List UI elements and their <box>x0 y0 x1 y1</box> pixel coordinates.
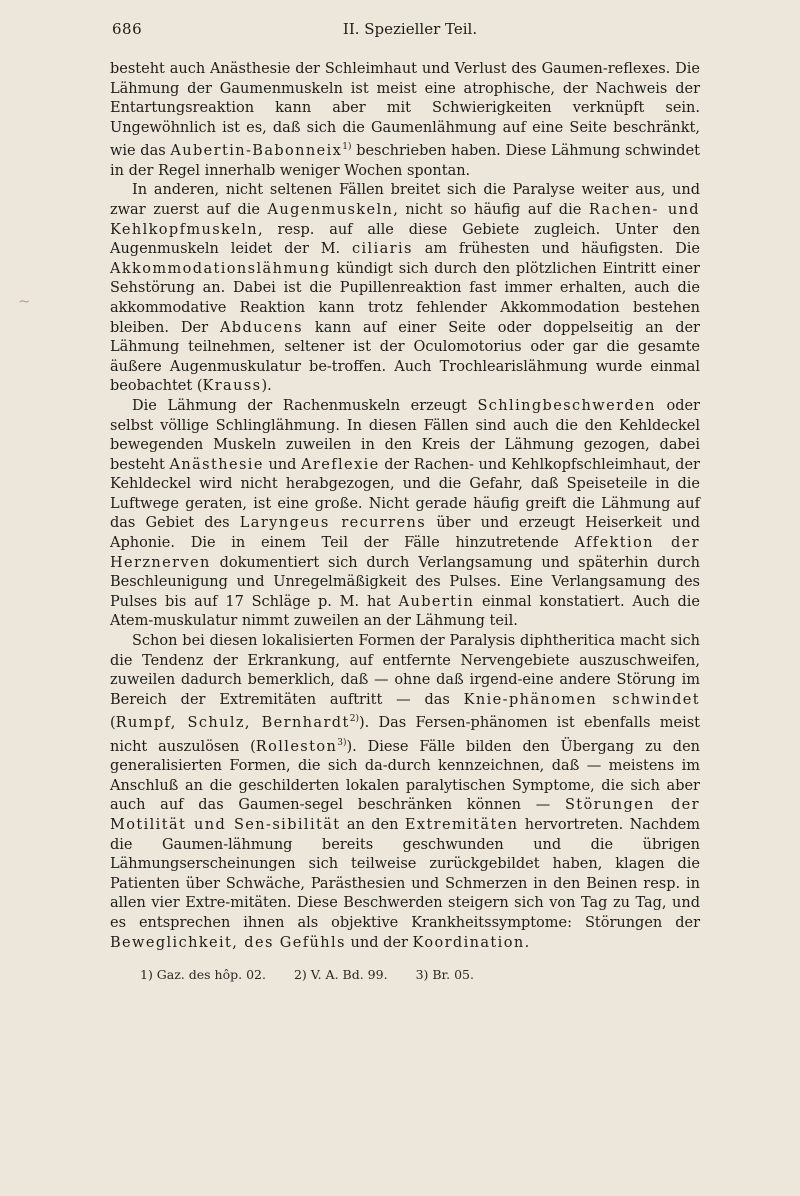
text-run: an den <box>340 817 405 834</box>
spaced-term: Rolleston <box>255 738 338 755</box>
spaced-term: Areflexie <box>301 456 380 473</box>
text-run: und der <box>345 934 413 951</box>
text-run: ). Diese Fälle bilden den Übergang zu den generalisierten Formen, die sich da-durch kennzeichnen, daß — meistens im Anschluß an die geschilderten lokalen paralytischen Symptome, die sich aber auch auf das Gaumen-segel beschränken können — <box>110 738 700 814</box>
paragraph <box>110 181 700 397</box>
text-run: beschrieben haben. Diese Lähmung schwindet in der Regel innerhalb weniger Wochen spontan. <box>110 143 700 179</box>
spaced-term: Anästhesie <box>169 456 264 473</box>
paragraph <box>110 397 700 632</box>
text-run: ). Das Fersen-phänomen ist ebenfalls meist nicht auszulösen ( <box>110 715 701 755</box>
spaced-term: Schlingbeschwerden <box>477 397 656 414</box>
text-run: . <box>524 934 530 951</box>
spaced-term: Rumpf, Schulz, Bernhardt <box>115 715 350 732</box>
page-number: 686 <box>112 20 143 38</box>
spaced-term: Laryngeus recurrens <box>239 515 427 532</box>
spaced-term: Koordination <box>412 934 525 951</box>
text-run: hervortreten. Nachdem die Gaumen-lähmung bereits geschwunden und die übrigen Lähmungserscheinungen sich teilweise zurückgebildet haben, klagen die Patienten über Schwäche, Parästhesien und Schmerzen in den Beinen resp. in allen vier Extre-mitäten. Diese Beschwerden steigern sich von Tag zu Tag, und es entsprechen ihnen als objektive Krankheitssymptome: Störungen der <box>110 817 701 932</box>
text-run: oder selbst völlige Schlinglähmung. In diesen Fällen sind auch die den Kehldeckel bewegenden Muskeln zuweilen in den Kreis der Lähmung gezogen, dabei besteht <box>110 397 700 473</box>
text-run: besteht auch Anästhesie der Schleimhaut und Verlust des Gaumen-reflexes. Die Lähmung der Gaumenmuskeln ist meist eine atrophische, der Nachweis der Entartungsreaktion kann aber mit Schwierigkeiten verknüpft sein. Ungewöhnlich ist es, daß sich die Gaumenlähmung auf eine Seite beschränkt, wie das <box>110 61 700 160</box>
page-header <box>100 18 720 48</box>
margin-pencil-note: ⁠~ <box>18 292 31 310</box>
text-run: Die Lähmung der Rachenmuskeln erzeugt <box>132 397 478 414</box>
spaced-term: Rachen- und Kehlkopfmuskeln <box>110 201 700 238</box>
spaced-term: Krauss <box>202 378 262 395</box>
spaced-term: Störungen der Motilität und Sen-sibilität <box>110 797 700 834</box>
text-run: dokumentiert sich durch Verlangsamung und späterhin durch Beschleunigung und Unregelmäßigkeit des Pulses. Eine Verlangsamung des Pulses bis auf 17 Schläge p. M. hat <box>110 554 700 610</box>
footnote: 3) Br. 05. <box>415 967 474 983</box>
text-run: ). <box>261 378 272 395</box>
text-run: einmal konstatiert. Auch die Atem-muskulatur nimmt zuweilen an der Lähmung teil. <box>110 593 700 630</box>
spaced-term: Abducens <box>219 319 303 336</box>
footnotes <box>140 967 700 982</box>
spaced-term: Knie-phänomen schwindet <box>463 691 700 708</box>
text-run: über und erzeugt Heiserkeit und Aphonie. Die in einem Teil der Fälle hinzutretende <box>110 515 700 552</box>
spaced-term: Affektion der Herznerven <box>110 535 700 571</box>
text-run: In anderen, nicht seltenen Fällen breitet sich die Paralyse weiter aus, und zwar zuerst auf die <box>110 182 700 218</box>
text-run: Schon bei diesen lokalisierten Formen der Paralysis diphtheritica macht sich die Tendenz der Erkrankung, auf entfernte Nervengebiete auszuschweifen, zuweilen dadurch bemerklich, daß — ohne daß irgend-eine andere Störung im Bereich der Extremitäten auftritt — das <box>110 633 700 708</box>
footnote: 2) V. A. Bd. 99. <box>293 967 388 983</box>
paragraph <box>110 60 700 181</box>
spaced-term: Beweglichkeit, des Gefühls <box>110 934 346 951</box>
text-run: und <box>263 456 302 473</box>
running-head: II. Spezieller Teil. <box>342 20 478 38</box>
text-run: kündigt sich durch den plötzlichen Eintritt einer Sehstörung an. Dabei ist die Pupillenreaktion fast immer erhalten, auch die akkommodative Reaktion kann trotz fehlender Akkommodation bestehen bleiben. Der <box>110 260 700 336</box>
spaced-term: Aubertin-Babonneix <box>170 143 343 160</box>
footnote-ref: 3) <box>337 737 347 748</box>
spaced-term: Extremitäten <box>404 817 519 834</box>
spaced-term: Augenmuskeln <box>267 201 394 218</box>
spaced-term: ciliaris <box>351 241 413 258</box>
text-run: der Rachen- und Kehlkopfschleimhaut, der Kehldeckel wird nicht herabgezogen, und die Gefahr, daß Speiseteile in die Luftwege geraten, ist eine große. Nicht gerade häufig greift die Lähmung auf das Gebiet des <box>110 456 700 532</box>
spaced-term: Akkommodationslähmung <box>110 260 331 277</box>
text-run: , nicht so häufig auf die <box>393 201 589 218</box>
body-text <box>110 60 700 953</box>
text-run: ( <box>110 715 116 732</box>
text-run: , resp. auf alle diese Gebiete zugleich. Unter den Augenmuskeln leidet der M. <box>110 221 700 258</box>
footnote-ref: 2) <box>349 714 359 725</box>
text-run: am frühesten und häufigsten. Die <box>412 241 701 258</box>
footnote: 1) Gaz. des hôp. 02. <box>140 967 266 983</box>
footnote-ref: 1) <box>342 142 352 153</box>
text-run: kann auf einer Seite oder doppelseitig an der Lähmung teilnehmen, seltener ist der Oculomotorius oder gar die gesamte äußere Augenmuskulatur be-troffen. Auch Trochlearislähmung wurde einmal beobachtet ( <box>110 319 700 395</box>
spaced-term: Aubertin <box>398 593 475 610</box>
paragraph <box>110 632 700 953</box>
